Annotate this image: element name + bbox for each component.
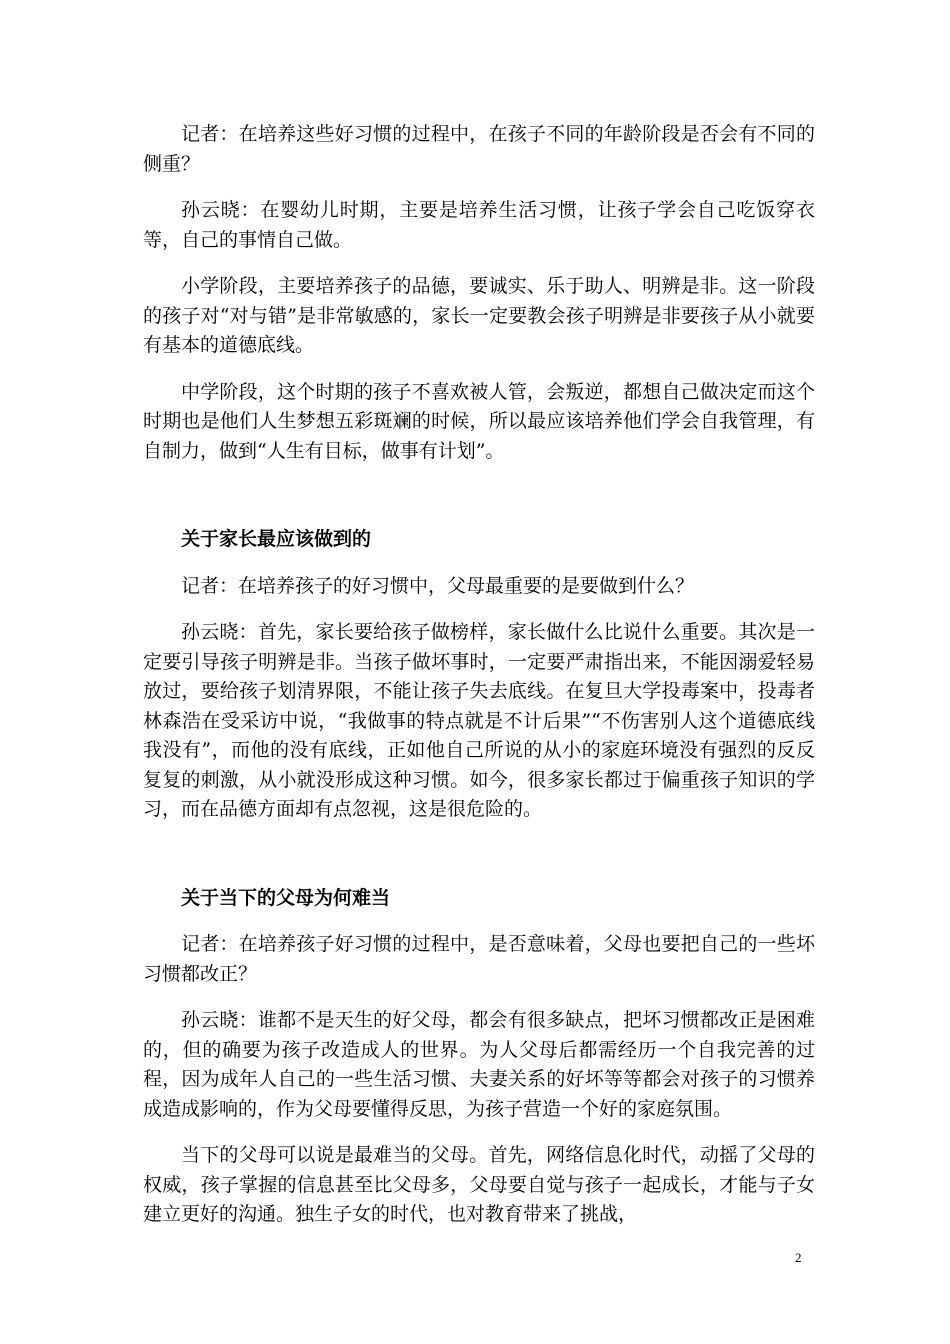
section-heading-parents-duty: 关于家长最应该做到的 [181,528,372,550]
paragraph-section2-question: 记者：在培养孩子好习惯的过程中，是否意味着，父母也要把自己的一些坏习惯都改正？ [143,933,815,985]
paragraph-middle-school: 中学阶段，这个时期的孩子不喜欢被人管，会叛逆，都想自己做决定而这个时期也是他们人生梦想五彩斑斓的时候，所以最应该培养他们学会自我管理，有自制力，做到“人生有目标，做事有计划”。 [143,380,815,462]
section-heading-parents-difficulty: 关于当下的父母为何难当 [181,886,391,909]
paragraph-section1-answer: 孙云晓：首先，家长要给孩子做榜样，家长做什么比说什么重要。其次是一定要引导孩子明辨是非。当孩子做坏事时，一定要严肃指出来，不能因溺爱轻易放过，要给孩子划清界限，不能让孩子失去底线。在复旦大学投毒案中，投毒者林森浩在受采访中说，“我做事的特点就是不计后果”“不伤害别人这个道德底线我没有”，而他的没有底线，正如他自己所说的从小的家庭环境没有强烈的反反复复的刺激，从小就没形成这种习惯。如今，很多家长都过于偏重孩子知识的学习，而在品德方面却有点忽视，这是很危险的。 [143,621,815,820]
page-number: 2 [795,1250,802,1265]
document-body [143,120,815,1230]
paragraph-interview-question-1: 记者：在培养这些好习惯的过程中，在孩子不同的年龄阶段是否会有不同的侧重？ [143,123,815,175]
paragraph-section2-answer: 孙云晓：谁都不是天生的好父母，都会有很多缺点，把坏习惯都改正是困难的，但的确要为孩子改造成人的世界。为人父母后都需经历一个自我完善的过程，因为成年人自己的一些生活习惯、夫妻关系的好坏等等都会对孩子的习惯养成造成影响的，作为父母要懂得反思，为孩子营造一个好的家庭氛围。 [143,1009,815,1120]
paragraph-section2-modern-parents: 当下的父母可以说是最难当的父母。首先，网络信息化时代，动摇了父母的权威，孩子掌握的信息甚至比父母多，父母要自觉与孩子一起成长，才能与子女建立更好的沟通。独生子女的时代，也对教育带来了挑战， [143,1144,815,1225]
paragraph-answer-infancy: 孙云晓：在婴幼儿时期，主要是培养生活习惯，让孩子学会自己吃饭穿衣等，自己的事情自己做。 [143,199,815,251]
paragraph-section1-question: 记者：在培养孩子的好习惯中，父母最重要的是要做到什么？ [181,574,695,597]
paragraph-primary-school: 小学阶段，主要培养孩子的品德，要诚实、乐于助人、明辨是非。这一阶段的孩子对“对与错”是非常敏感的，家长一定要教会孩子明辨是非要孩子从小就要有基本的道德底线。 [143,275,815,356]
